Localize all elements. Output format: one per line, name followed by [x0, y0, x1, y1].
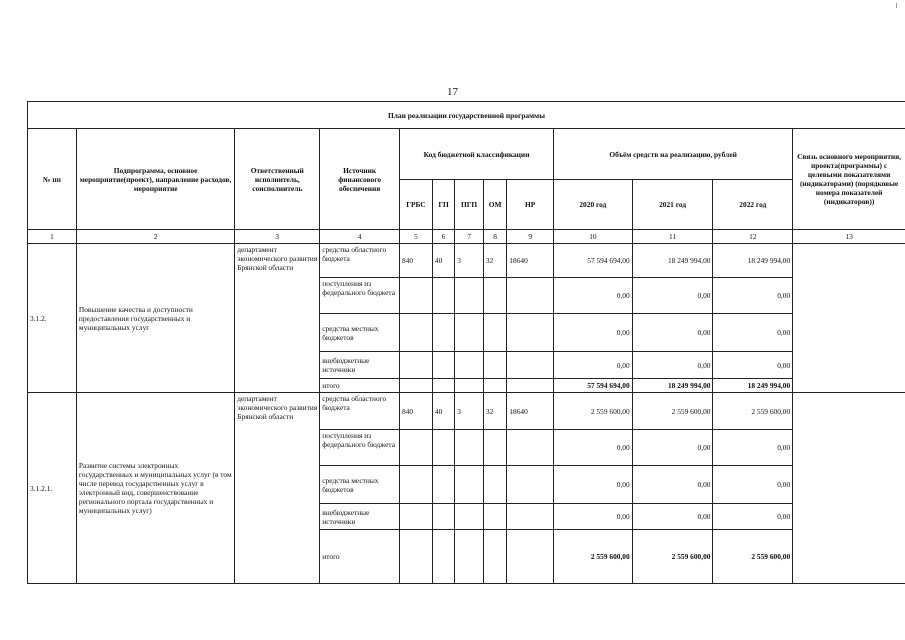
section-name: Повышение качества и доступности предоставления государственных и муниципальных услуг [76, 244, 234, 393]
source-label: поступления из федерального бюджета [320, 278, 400, 314]
amount-2020: 0,00 [554, 352, 633, 379]
col-number: 12 [713, 230, 793, 244]
amount-2021: 2 559 600,00 [632, 393, 713, 430]
header-2021: 2021 год [632, 180, 713, 230]
total-2020: 2 559 600,00 [554, 530, 633, 584]
amount-2020: 0,00 [554, 430, 633, 466]
col-number: 3 [235, 230, 320, 244]
header-executor: Ответственный исполнитель, соисполнитель [235, 129, 320, 230]
total-2020: 57 594 694,00 [554, 379, 633, 393]
amount-2020: 0,00 [554, 314, 633, 352]
page-number: 17 [447, 86, 458, 98]
total-2021: 2 559 600,00 [632, 530, 713, 584]
amount-2021: 0,00 [632, 504, 713, 530]
col-number: 4 [320, 230, 400, 244]
nr-code: 18640 [507, 393, 554, 430]
section-executor: департамент экономического развития Брянской области [235, 393, 320, 584]
gp-code: 40 [432, 244, 454, 278]
scan-mark [896, 3, 897, 8]
header-num: № пп [28, 129, 77, 230]
pgp-code: 3 [455, 393, 484, 430]
amount-2022: 0,00 [713, 352, 793, 379]
amount-2022: 0,00 [713, 314, 793, 352]
grbs-code: 840 [399, 393, 432, 430]
col-number: 10 [554, 230, 633, 244]
amount-2022: 2 559 600,00 [713, 393, 793, 430]
amount-2020: 0,00 [554, 466, 633, 504]
amount-2022: 0,00 [713, 466, 793, 504]
total-2021: 18 249 994,00 [632, 379, 713, 393]
header-2020: 2020 год [554, 180, 633, 230]
nr-code: 18640 [507, 244, 554, 278]
col-number: 6 [432, 230, 454, 244]
amount-2022: 18 249 994,00 [713, 244, 793, 278]
amount-2021: 0,00 [632, 278, 713, 314]
pgp-code: 3 [455, 244, 484, 278]
om-code: 32 [483, 244, 506, 278]
header-2022: 2022 год [713, 180, 793, 230]
total-2022: 2 559 600,00 [713, 530, 793, 584]
source-label: внебюджетные источники [320, 504, 400, 530]
amount-2021: 18 249 994,00 [632, 244, 713, 278]
total-label: итого [320, 530, 400, 584]
source-label: средства местных бюджетов [320, 314, 400, 352]
col-number: 13 [793, 230, 905, 244]
source-label: средства областного бюджета [320, 244, 400, 278]
header-subprogram: Подпрограмма, основное мероприятие(проект), направление расходов, мероприятие [76, 129, 234, 230]
amount-2022: 0,00 [713, 430, 793, 466]
indicator-link [793, 393, 905, 584]
header-source: Источник финансового обеспечения [320, 129, 400, 230]
header-pgp: ПГП [455, 180, 484, 230]
header-gp: ГП [432, 180, 454, 230]
table-title: План реализации государственной программы [28, 102, 905, 129]
amount-2022: 0,00 [713, 278, 793, 314]
section-name: Развитие системы электронных государственных и муниципальных услуг (в том числе перевод государственных услуг в электронный вид, совершенствование регионального портала государственных и муниципальных услуг) [76, 393, 234, 584]
col-number: 5 [399, 230, 432, 244]
amount-2021: 0,00 [632, 430, 713, 466]
source-label: внебюджетные источники [320, 352, 400, 379]
col-number: 8 [483, 230, 506, 244]
amount-2020: 0,00 [554, 504, 633, 530]
amount-2022: 0,00 [713, 504, 793, 530]
amount-2021: 0,00 [632, 314, 713, 352]
col-number: 2 [76, 230, 234, 244]
section-number: 3.1.2.1. [28, 393, 77, 584]
indicator-link [793, 244, 905, 393]
col-number: 11 [632, 230, 713, 244]
col-number: 1 [28, 230, 77, 244]
amount-2020: 2 559 600,00 [554, 393, 633, 430]
section-number: 3.1.2. [28, 244, 77, 393]
source-label: средства местных бюджетов [320, 466, 400, 504]
source-label: средства областного бюджета [320, 393, 400, 430]
amount-2020: 57 594 694,00 [554, 244, 633, 278]
total-label: итого [320, 379, 400, 393]
header-nr: НР [507, 180, 554, 230]
budget-plan-table [27, 101, 905, 584]
amount-2020: 0,00 [554, 278, 633, 314]
header-link: Связь основного мероприятия, проекта(программы) с целевыми показателями (индикаторами) (порядковые номера показателей (индикаторов)) [793, 129, 905, 230]
col-number: 9 [507, 230, 554, 244]
gp-code: 40 [432, 393, 454, 430]
header-grbs: ГРБС [399, 180, 432, 230]
om-code: 32 [483, 393, 506, 430]
grbs-code: 840 [399, 244, 432, 278]
header-budget-code: Код бюджетной классификации [399, 129, 553, 180]
amount-2021: 0,00 [632, 466, 713, 504]
amount-2021: 0,00 [632, 352, 713, 379]
col-number: 7 [455, 230, 484, 244]
total-2022: 18 249 994,00 [713, 379, 793, 393]
section-executor: департамент экономического развития Брянской области [235, 244, 320, 393]
header-volume: Объём средств на реализацию, рублей [554, 129, 793, 180]
header-om: ОМ [483, 180, 506, 230]
source-label: поступления из федерального бюджета [320, 430, 400, 466]
